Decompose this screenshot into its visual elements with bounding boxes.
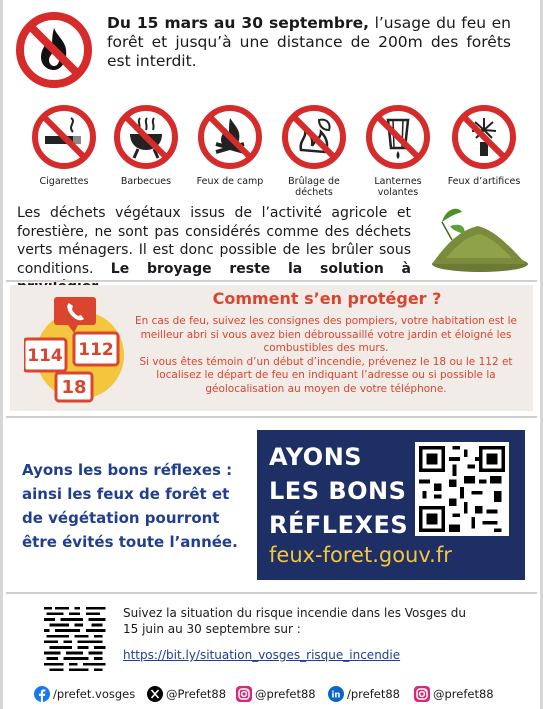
social-label: @prefet88 [433, 687, 494, 701]
social-label: @prefet88 [255, 687, 316, 701]
social-label: @Prefet88 [166, 687, 227, 701]
forbidden-icons-row [22, 104, 528, 196]
follow-text: Suivez la situation du risque incendie dans les Vosges du 15 juin au 30 septembre sur : [123, 606, 466, 636]
intro-body: l’usage du feu en forêt et jusqu’à une distance de 200m des forêts est interdit. [107, 14, 511, 70]
social-instagram[interactable] [236, 684, 316, 704]
campfire-icon [197, 104, 263, 170]
sky-lantern-icon [365, 104, 431, 170]
reflex-message: Ayons les bons réflexes : ainsi les feux de forêt et de végétation pourront être évités toute l’année. [22, 461, 238, 551]
protect-title: Comment s’en protéger ? [212, 289, 442, 308]
icon-cell-cigarettes [22, 104, 106, 187]
icon-label: Feux d’artifices [447, 176, 521, 187]
icon-label: Brûlage de déchets [288, 176, 340, 198]
protect-para-1: En cas de feu, suivez les consignes des pompiers, votre habitation est le meilleur abri si vous avez bien débroussaillé votre jardin et éloigné les combustibles des murs. [135, 315, 517, 355]
vegetation-paragraph [17, 204, 411, 297]
banner-line-1: AYONS [269, 443, 363, 471]
protect-para-2: Si vous êtes témoin d’un début d’incendie, prévenez le 18 ou le 112 et localisez le départ de feu en indiquant l’adresse ou si possible la géolocalisation au moyen de votre téléphone. [139, 355, 513, 395]
divider [6, 280, 537, 282]
icon-cell-campfire [188, 104, 272, 187]
instagram-icon [236, 686, 252, 702]
banner-line-2: LES BONS [269, 477, 407, 505]
social-instagram-2[interactable] [414, 684, 494, 704]
banner-title [269, 440, 408, 542]
icon-label: Lanternes volantes [374, 176, 422, 198]
icon-label: Feux de camp [196, 176, 264, 187]
intro-text [107, 14, 511, 71]
social-linkedin[interactable] [328, 684, 400, 704]
protect-body [128, 315, 524, 397]
vegetation-emphasis: Le broyage reste la solution à [110, 260, 411, 277]
no-fire-icon [14, 10, 94, 90]
cigarette-icon [31, 104, 97, 170]
instagram-icon [414, 686, 430, 702]
svg-text:in: in [331, 690, 341, 701]
social-label: /prefet88 [347, 687, 400, 701]
waste-burning-icon [281, 104, 347, 170]
protect-section [10, 285, 533, 411]
intro-date: Du 15 mars au 30 septembre, [107, 14, 370, 32]
vegetation-text: Les déchets végétaux issus de l’activité agricole et forestière, ne sont pas considérés comme des déchets verts ménagers. Il est donc possible de les brûler sous conditions. [17, 205, 411, 277]
number-18: 18 [61, 377, 87, 398]
icon-cell-barbecues [104, 104, 188, 187]
number-112: 112 [78, 340, 114, 360]
linkedin-icon [328, 686, 344, 702]
icon-label: Cigarettes [39, 176, 89, 187]
banner-line-3: RÉFLEXES [269, 511, 409, 539]
banner-url[interactable]: feux-foret.gouv.fr [269, 543, 452, 567]
barbecue-icon [113, 104, 179, 170]
divider [6, 416, 537, 418]
emergency-numbers-illustration [24, 293, 134, 405]
icon-label: Barbecues [120, 176, 172, 187]
social-x[interactable] [147, 684, 226, 704]
campaign-banner [257, 430, 525, 580]
divider [6, 592, 537, 594]
qr-code-icon [41, 604, 111, 674]
social-label: /prefet.vosges [53, 687, 136, 701]
fireworks-icon [451, 104, 517, 170]
icon-cell-lanterns [356, 104, 440, 198]
facebook-icon [34, 686, 50, 702]
number-114: 114 [27, 346, 63, 366]
social-facebook[interactable] [34, 684, 135, 704]
icon-cell-fireworks [442, 104, 526, 187]
qr-code-icon [415, 442, 509, 536]
x-icon [147, 686, 163, 702]
situation-link[interactable]: https://bit.ly/situation_vosges_risque_incendie [123, 648, 401, 662]
left-border [0, 0, 3, 709]
mulch-pile-image [412, 200, 532, 276]
icon-cell-waste [272, 104, 356, 198]
